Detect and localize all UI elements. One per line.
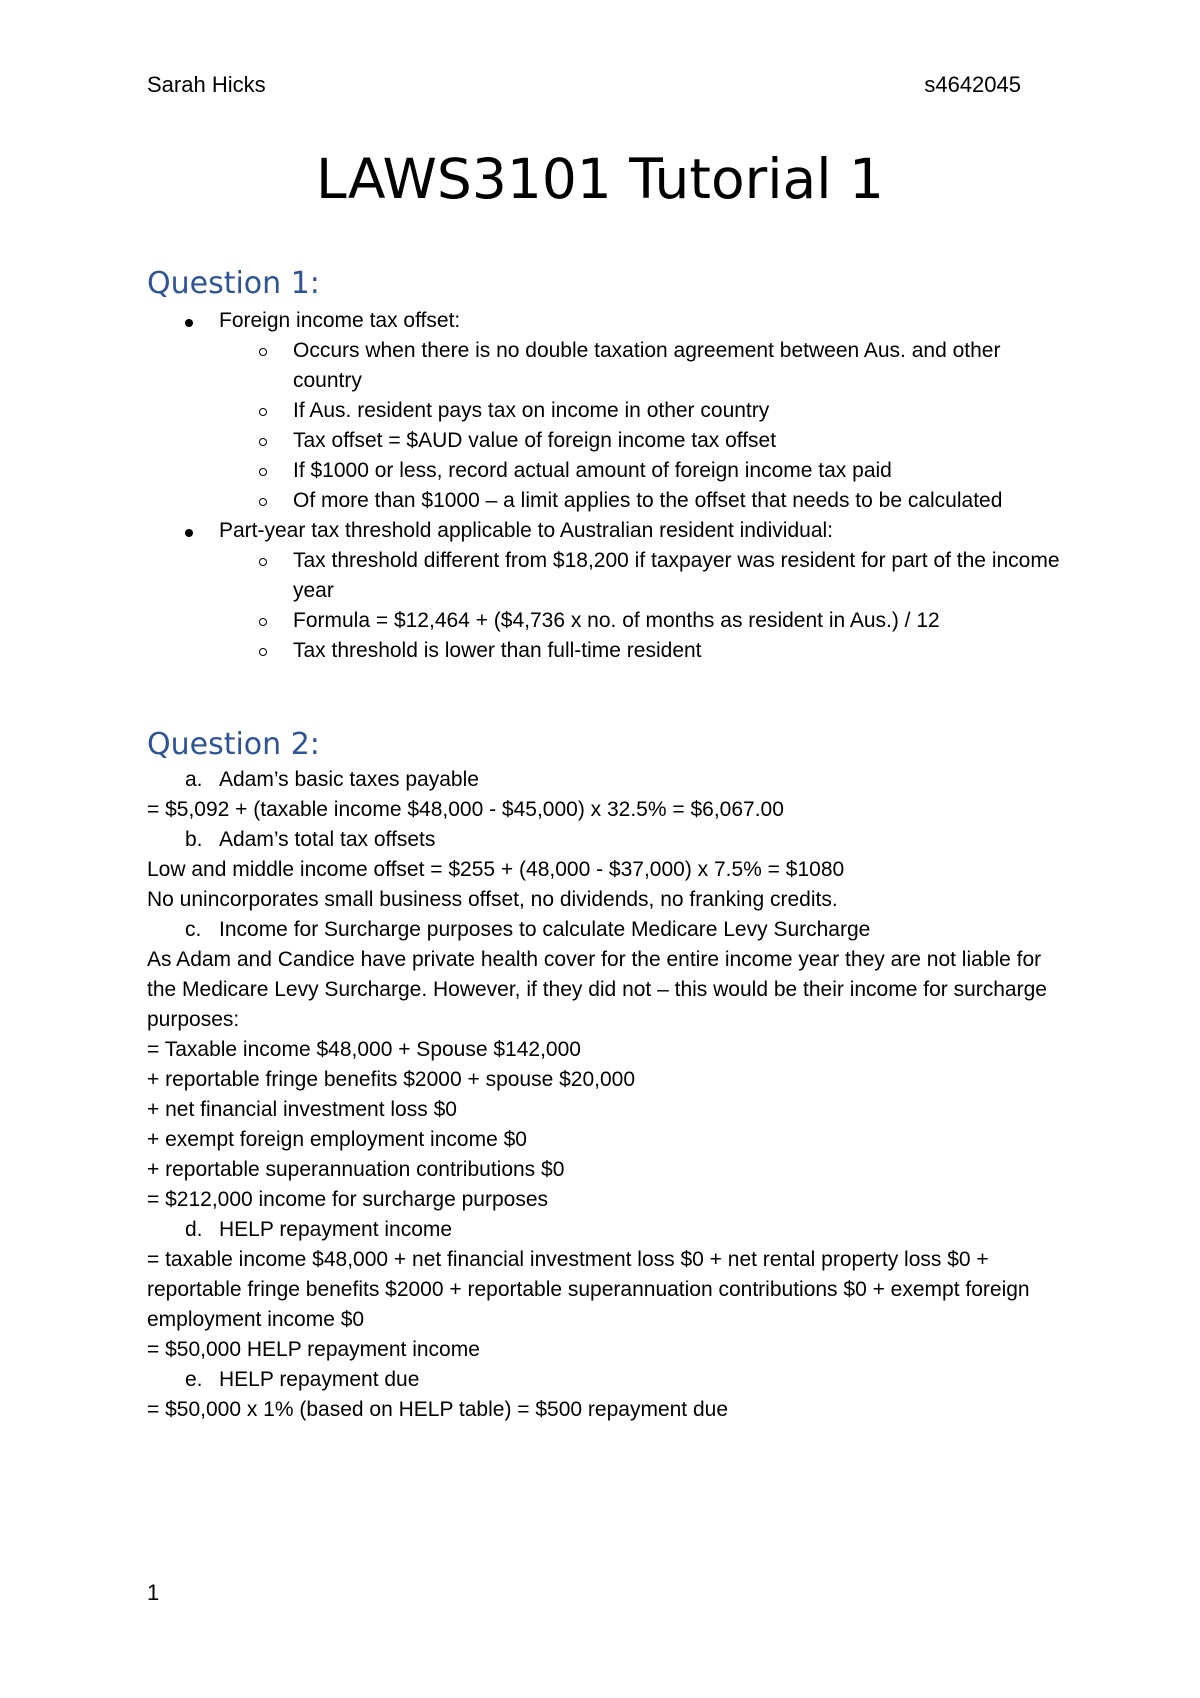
- sub-list-item-text: Formula = $12,464 + ($4,736 x no. of months as resident in Aus.) / 12: [293, 609, 940, 632]
- calculation-line: Low and middle income offset = $255 + (48,000 - $37,000) x 7.5% = $1080: [147, 858, 845, 881]
- calculation-line: = $50,000 HELP repayment income: [147, 1338, 480, 1361]
- circle-bullet-icon: [259, 408, 267, 416]
- calculation-line: + exempt foreign employment income $0: [147, 1128, 527, 1151]
- question-2-part-c: [147, 915, 1067, 945]
- calculation-line: + net financial investment loss $0: [147, 1098, 457, 1121]
- sub-list-item: [219, 456, 1067, 486]
- sub-list-item-text: If $1000 or less, record actual amount of foreign income tax paid: [293, 459, 892, 482]
- sub-list-item: [219, 336, 1067, 396]
- sub-list: [219, 546, 1067, 666]
- calculation-line: = taxable income $48,000 + net financial investment loss $0 + net rental property loss $0 + reportable fringe benefits $2000 + reportable superannuation contributions $0 + exempt foreign employment income $0: [147, 1248, 1030, 1331]
- circle-bullet-icon: [259, 348, 267, 356]
- sub-list-item-text: Of more than $1000 – a limit applies to the offset that needs to be calculated: [293, 489, 1003, 512]
- sub-list-item: [219, 396, 1067, 426]
- circle-bullet-icon: [259, 468, 267, 476]
- part-label: Income for Surcharge purposes to calculate Medicare Levy Surcharge: [219, 918, 871, 941]
- sub-list-item-text: Tax threshold different from $18,200 if taxpayer was resident for part of the income year: [293, 549, 1060, 602]
- part-marker: d.: [185, 1218, 203, 1241]
- list-item-text: Foreign income tax offset:: [219, 309, 461, 332]
- calculation-line: + reportable superannuation contributions $0: [147, 1158, 565, 1181]
- calculation-line: = $212,000 income for surcharge purposes: [147, 1188, 548, 1211]
- question-2-part-a: [147, 765, 1067, 795]
- sub-list-item: [219, 546, 1067, 606]
- question-1-heading: Question 1:: [147, 266, 320, 301]
- circle-bullet-icon: [259, 618, 267, 626]
- bullet-icon: [185, 529, 193, 537]
- part-marker: e.: [185, 1368, 203, 1391]
- sub-list-item-text: Tax threshold is lower than full-time resident: [293, 639, 702, 662]
- list-item: [147, 516, 1067, 666]
- sub-list-item: [219, 486, 1067, 516]
- calculation-line: = Taxable income $48,000 + Spouse $142,000: [147, 1038, 581, 1061]
- circle-bullet-icon: [259, 498, 267, 506]
- author-name: Sarah Hicks: [147, 72, 266, 97]
- question-2-body: [147, 765, 1067, 1425]
- circle-bullet-icon: [259, 648, 267, 656]
- part-label: Adam’s basic taxes payable: [219, 768, 479, 791]
- sub-list-item-text: Tax offset = $AUD value of foreign income tax offset: [293, 429, 777, 452]
- sub-list-item: [219, 636, 1067, 666]
- calculation-line: No unincorporates small business offset, no dividends, no franking credits.: [147, 888, 838, 911]
- question-2-part-e: [147, 1365, 1067, 1395]
- part-marker: a.: [185, 768, 203, 791]
- sub-list-item-text: Occurs when there is no double taxation agreement between Aus. and other country: [293, 339, 1001, 392]
- sub-list-item: [219, 426, 1067, 456]
- question-2-part-b: [147, 825, 1067, 855]
- part-label: Adam’s total tax offsets: [219, 828, 436, 851]
- calculation-line: + reportable fringe benefits $2000 + spouse $20,000: [147, 1068, 636, 1091]
- paragraph: As Adam and Candice have private health cover for the entire income year they are not liable for the Medicare Levy Surcharge. However, if they did not – this would be their income for surcharge purposes:: [147, 948, 1047, 1031]
- sub-list-item: [219, 606, 1067, 636]
- sub-list: [219, 336, 1067, 516]
- document-title: LAWS3101 Tutorial 1: [316, 147, 884, 211]
- list-item: [147, 306, 1067, 516]
- question-2-part-d: [147, 1215, 1067, 1245]
- page-number: 1: [147, 1580, 160, 1605]
- calculation-line: = $50,000 x 1% (based on HELP table) = $500 repayment due: [147, 1398, 729, 1421]
- circle-bullet-icon: [259, 438, 267, 446]
- circle-bullet-icon: [259, 558, 267, 566]
- part-label: HELP repayment due: [219, 1368, 420, 1391]
- part-marker: c.: [185, 918, 202, 941]
- part-label: HELP repayment income: [219, 1218, 453, 1241]
- list-item-text: Part-year tax threshold applicable to Australian resident individual:: [219, 519, 834, 542]
- question-2-heading: Question 2:: [147, 727, 320, 762]
- question-1-list: [147, 306, 1067, 666]
- sub-list-item-text: If Aus. resident pays tax on income in other country: [293, 399, 770, 422]
- question-1-body: [147, 306, 1067, 666]
- bullet-icon: [185, 319, 193, 327]
- calculation-line: = $5,092 + (taxable income $48,000 - $45,000) x 32.5% = $6,067.00: [147, 798, 784, 821]
- part-marker: b.: [185, 828, 203, 851]
- student-id: s4642045: [924, 72, 1021, 97]
